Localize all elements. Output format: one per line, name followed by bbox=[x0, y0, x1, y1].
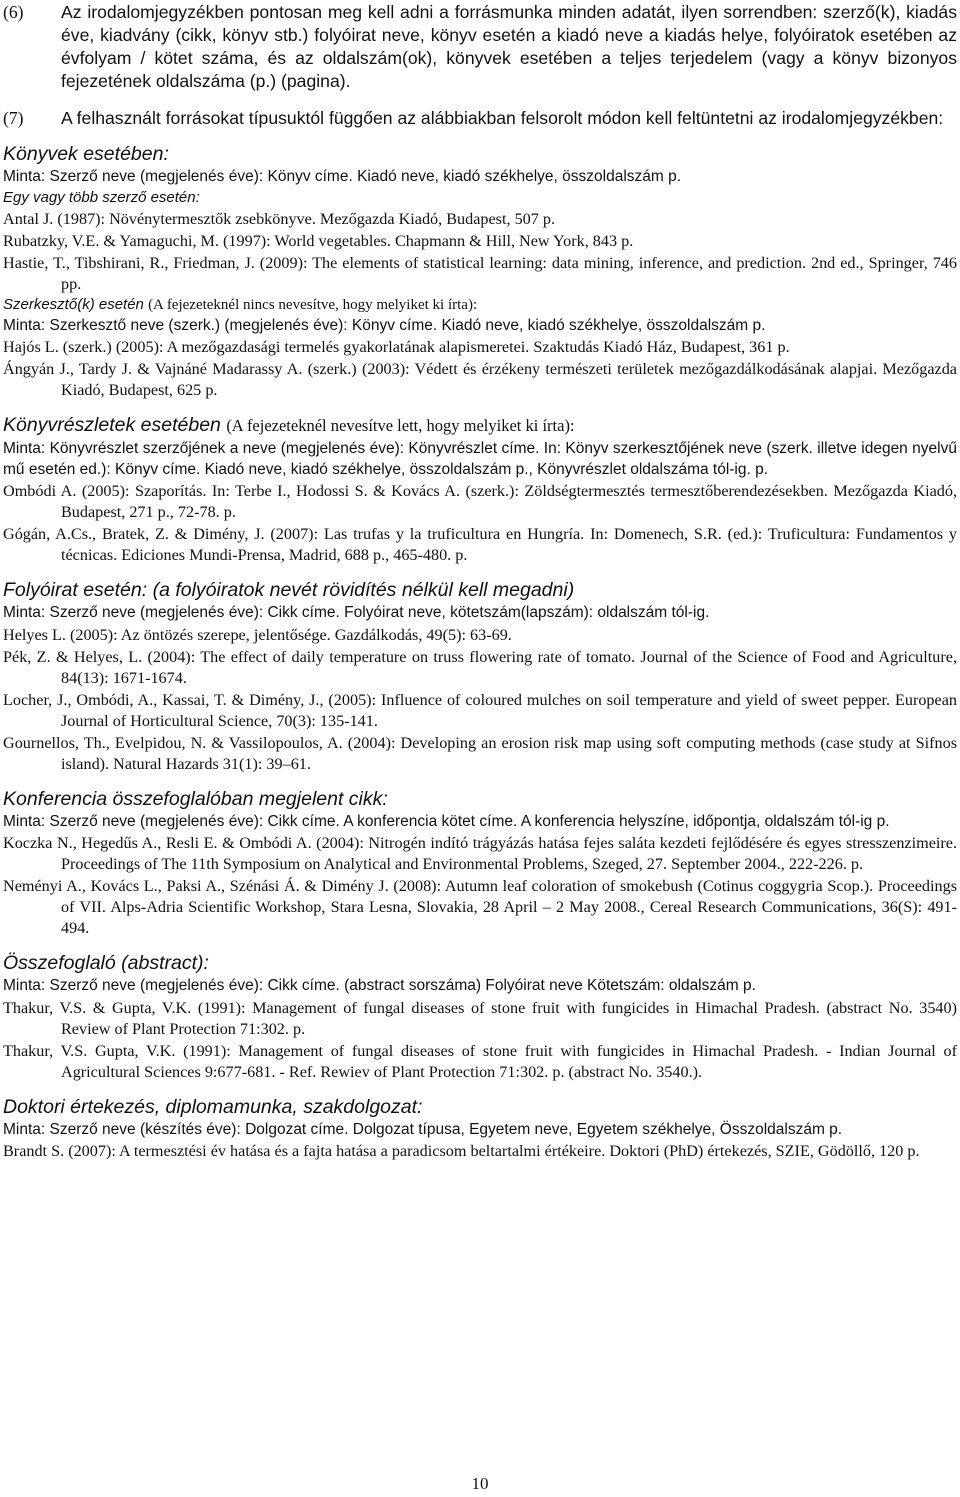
editor-note: (A fejezeteknél nincs nevesítve, hogy melyiket ki írta): bbox=[148, 297, 478, 313]
reference-entry: Neményi A., Kovács L., Paksi A., Szénási Á. & Dimény J. (2008): Autumn leaf coloration of smokebush (Cotinus coggygria Scop.). Proceedings of VII. Alps-Adria Scientific Workshop, Stara Lesna, Slovakia, 28 April – 2 May 2008., Cereal Research Communications, 36(S): 491-494. bbox=[3, 877, 957, 937]
paragraph-text: Az irodalomjegyzékben pontosan meg kell adni a forrásmunka minden adatát, ilyen sorrendben: szerző(k), kiadás éve, kiadvány (cikk, könyv stb.) folyóirat neve, könyv esetén a kiadó neve a kiadás helye, folyóiratok esetében az évfolyam / kötet száma, és az oldalszám(ok), könyvek esetében a teljes terjedelem (vagy a könyv bizonyos fejezetének oldalszáma (p.) (pagina). bbox=[61, 2, 957, 91]
reference-entry: Antal J. (1987): Növénytermesztők zsebkönyve. Mezőgazda Kiadó, Budapest, 507 p. bbox=[3, 210, 556, 228]
reference-entry: Gournellos, Th., Evelpidou, N. & Vassilopoulos, A. (2004): Developing an erosion risk map using soft computing methods (case study at Sifnos island). Natural Hazards 31(1): 39–61. bbox=[3, 733, 957, 773]
reference-entry: Rubatzky, V.E. & Yamaguchi, M. (1997): World vegetables. Chapmann & Hill, New York, 843 p. bbox=[3, 232, 634, 250]
paragraph-text: A felhasznált forrásokat típusuktól függően az alábbiakban felsorolt módon kell feltüntetni az irodalomjegyzékben: bbox=[61, 108, 944, 128]
reference-entry: Locher, J., Ombódi, A., Kassai, T. & Dimény, J., (2005): Influence of coloured mulches on soil temperature and yield of sweet pepper. European Journal of Horticultural Science, 70(3): 135-141. bbox=[3, 690, 957, 730]
heading-note: (A fejezeteknél nevesítve lett, hogy melyiket ki írta): bbox=[226, 416, 575, 435]
editor-label: Szerkesztő(k) esetén bbox=[3, 296, 144, 313]
paragraph-7 bbox=[3, 107, 957, 130]
template-line: Minta: Szerző neve (megjelenés éve): Cikk címe. A konferencia kötet címe. A konferencia helyszíne, időpontja, oldalszám tól-ig p. bbox=[3, 812, 890, 830]
section-heading-thesis: Doktori értekezés, diplomamunka, szakdolgozat: bbox=[3, 1095, 423, 1118]
reference-entry: Thakur, V.S. & Gupta, V.K. (1991): Management of fungal diseases of stone fruit with fungicides in Himachal Pradesh. (abstract No. 3540) Review of Plant Protection 71:302. p. bbox=[3, 998, 957, 1038]
reference-entry: Gógán, A.Cs., Bratek, Z. & Dimény, J. (2007): Las trufas y la truficultura en Hungría. In: Domenech, S.R. (ed.): Truficultura: Fundamentos y técnicas. Ediciones Mundi-Prensa, Madrid, 688 p., 465-480. p. bbox=[3, 525, 957, 564]
reference-entry: Hastie, T., Tibshirani, R., Friedman, J. (2009): The elements of statistical learning: data mining, inference, and prediction. 2nd ed., Springer, 746 pp. bbox=[3, 254, 957, 293]
paragraph-6 bbox=[3, 1, 957, 93]
reference-entry: Pék, Z. & Helyes, L. (2004): The effect of daily temperature on truss flowering rate of tomato. Journal of the Science of Food and Agriculture, 84(13): 1671-1674. bbox=[3, 647, 957, 687]
reference-entry: Brandt S. (2007): A termesztési év hatása és a fajta hatása a paradicsom beltartalmi értékeire. Doktori (PhD) értekezés, SZIE, Gödöllő, 120 p. bbox=[3, 1142, 920, 1160]
page-number: 10 bbox=[471, 1474, 489, 1493]
template-line: Minta: Könyvrészlet szerzőjének a neve (megjelenés éve): Könyvrészlet címe. In: Könyv szerkesztőjének neve (szerk. illetve idegen nyelvű mű esetén ed.): Könyv címe. Kiadó neve, kiadó székhelye, összoldalszám p., Könyvrészlet oldalszáma tól-ig. p. bbox=[3, 440, 957, 478]
reference-entry: Koczka N., Hegedűs A., Resli E. & Ombódi A. (2004): Nitrogén indító trágyázás hatása fejes saláta kezdeti fejlődésére és egyes stresszenzimeire. Proceedings of The 11th Symposium on Analytical and Environmental Problems, Szeged, 27. September 2004., 222-226. p. bbox=[3, 834, 957, 873]
reference-entry: Helyes L. (2005): Az öntözés szerepe, jelentősége. Gazdálkodás, 49(5): 63-69. bbox=[3, 625, 512, 644]
heading-text: Könyvrészletek esetében bbox=[3, 414, 221, 436]
template-line: Minta: Szerző neve (készítés éve): Dolgozat címe. Dolgozat típusa, Egyetem neve, Egyetem székhelye, Összoldalszám p. bbox=[3, 1120, 843, 1138]
paragraph-number: (6) bbox=[3, 2, 24, 22]
template-line: Minta: Szerkesztő neve (szerk.) (megjelenés éve): Könyv címe. Kiadó neve, kiadó székhelye, összoldalszám p. bbox=[3, 316, 766, 334]
paragraph-number: (7) bbox=[3, 108, 24, 128]
template-line: Minta: Szerző neve (megjelenés éve): Könyv címe. Kiadó neve, kiadó székhelye, összoldalszám p. bbox=[3, 168, 682, 185]
section-heading-chapters bbox=[3, 413, 957, 438]
section-heading-abstract: Összefoglaló (abstract): bbox=[3, 952, 209, 974]
template-line: Minta: Szerző neve (megjelenés éve): Cikk címe. (abstract sorszáma) Folyóirat neve Kötetszám: oldalszám p. bbox=[3, 977, 756, 994]
reference-entry: Thakur, V.S. Gupta, V.K. (1991): Management of fungal diseases of stone fruit with fungicides in Himachal Pradesh. - Indian Journal of Agricultural Sciences 9:677-681. - Ref. Rewiev of Plant Protection 71:302. p. (abstract No. 3540.). bbox=[3, 1041, 957, 1081]
section-heading-journals: Folyóirat esetén: (a folyóiratok nevét rövidítés nélkül kell megadni) bbox=[3, 579, 575, 601]
section-heading-books: Könyvek esetében: bbox=[3, 143, 169, 165]
subheading-authors: Egy vagy több szerző esetén: bbox=[3, 188, 200, 206]
reference-entry: Hajós L. (szerk.) (2005): A mezőgazdasági termelés gyakorlatának alapismeretei. Szaktudás Kiadó Ház, Budapest, 361 p. bbox=[3, 338, 790, 356]
reference-entry: Ombódi A. (2005): Szaporítás. In: Terbe I., Hodossi S. & Kovács A. (szerk.): Zöldségtermesztés termesztőberendezésekben. Mezőgazda Kiadó, Budapest, 271 p., 72-78. p. bbox=[3, 482, 957, 521]
subheading-editors bbox=[3, 295, 957, 316]
reference-entry: Ángyán J., Tardy J. & Vajnáné Madarassy A. (szerk.) (2003): Védett és érzékeny természeti területek mezőgazdálkodásának alapjai. Mezőgazda Kiadó, Budapest, 625 p. bbox=[3, 360, 957, 399]
template-line: Minta: Szerző neve (megjelenés éve): Cikk címe. Folyóirat neve, kötetszám(lapszám): oldalszám tól-ig. bbox=[3, 604, 710, 621]
section-heading-conference: Konferencia összefoglalóban megjelent cikk: bbox=[3, 787, 388, 810]
